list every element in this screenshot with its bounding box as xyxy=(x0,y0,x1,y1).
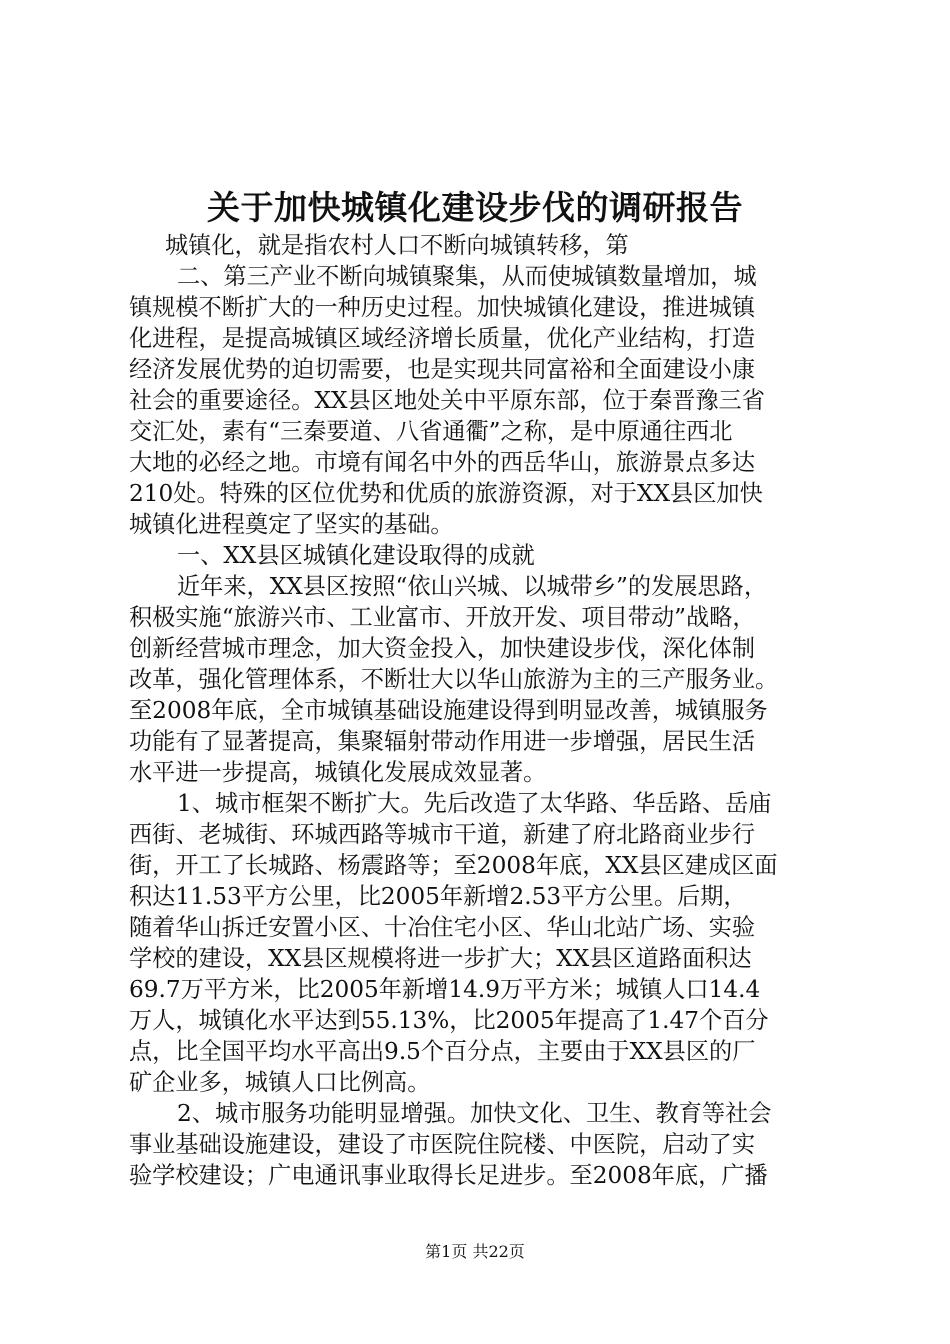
paragraph-line: 交汇处，素有“三秦要道、八省通衢”之称，是中原通往西北 xyxy=(129,418,733,445)
paragraph-line: 社会的重要途径。XX县区地处关中平原东部，位于秦晋豫三省 xyxy=(129,387,765,414)
paragraph-line: 近年来，XX县区按照“依山兴城、以城带乡”的发展思路， xyxy=(177,573,768,600)
paragraph-line: 点，比全国平均水平高出9.5个百分点，主要由于XX县区的厂 xyxy=(129,1038,756,1065)
paragraph-line: 69.7万平方米，比2005年新增14.9万平方米；城镇人口14.4 xyxy=(129,976,761,1003)
paragraph-line: 至2008年底，全市城镇基础设施建设得到明显改善，城镇服务 xyxy=(129,697,768,724)
paragraph-line: 城镇化进程奠定了坚实的基础。 xyxy=(129,511,454,538)
paragraph-line: 创新经营城市理念，加大资金投入，加快建设步伐，深化体制 xyxy=(129,635,756,662)
paragraph-line: 随着华山拆迁安置小区、十冶住宅小区、华山北站广场、实验 xyxy=(129,914,756,941)
page-footer: 第1页 共22页 xyxy=(425,1242,525,1261)
paragraph-line: 210处。特殊的区位优势和优质的旅游资源，对于XX县区加快 xyxy=(129,480,763,507)
paragraph-line: 事业基础设施建设，建设了市医院住院楼、中医院，启动了实 xyxy=(129,1131,756,1158)
paragraph-line: 城镇化，就是指农村人口不断向城镇转移，第 xyxy=(165,232,629,259)
paragraph-line: 二、第三产业不断向城镇聚集，从而使城镇数量增加，城 xyxy=(177,263,757,290)
paragraph-line: 2、城市服务功能明显增强。加快文化、卫生、教育等社会 xyxy=(177,1100,772,1127)
paragraph-line: 大地的必经之地。市境有闻名中外的西岳华山，旅游景点多达 xyxy=(129,449,756,476)
document-title: 关于加快城镇化建设步伐的调研报告 xyxy=(207,188,743,227)
paragraph-line: 积极实施“旅游兴市、工业富市、开放开发、项目带动”战略， xyxy=(129,604,756,631)
paragraph-line: 万人，城镇化水平达到55.13%，比2005年提高了1.47个百分 xyxy=(129,1007,769,1034)
paragraph-line: 镇规模不断扩大的一种历史过程。加快城镇化建设，推进城镇 xyxy=(129,294,756,321)
paragraph-line: 西街、老城街、环城西路等城市干道，新建了府北路商业步行 xyxy=(129,821,756,848)
paragraph-line: 积达11.53平方公里，比2005年新增2.53平方公里。后期， xyxy=(129,883,747,910)
paragraph-line: 改革，强化管理体系，不断壮大以华山旅游为主的三产服务业。 xyxy=(129,666,779,693)
section-heading: 一、XX县区城镇化建设取得的成就 xyxy=(177,542,535,569)
paragraph-line: 化进程，是提高城镇区域经济增长质量，优化产业结构，打造 xyxy=(129,325,756,352)
paragraph-line: 经济发展优势的迫切需要，也是实现共同富裕和全面建设小康 xyxy=(129,356,756,383)
paragraph-line: 学校的建设，XX县区规模将进一步扩大；XX县区道路面积达 xyxy=(129,945,752,972)
paragraph-line: 矿企业多，城镇人口比例高。 xyxy=(129,1069,431,1096)
document-body xyxy=(129,230,849,1191)
paragraph-line: 水平进一步提高，城镇化发展成效显著。 xyxy=(129,759,547,786)
paragraph-line: 功能有了显著提高，集聚辐射带动作用进一步增强，居民生活 xyxy=(129,728,756,755)
paragraph-line: 街，开工了长城路、杨震路等；至2008年底，XX县区建成区面 xyxy=(129,852,778,879)
paragraph-line: 1、城市框架不断扩大。先后改造了太华路、华岳路、岳庙 xyxy=(177,790,772,817)
paragraph-line: 验学校建设；广电通讯事业取得长足进步。至2008年底，广播 xyxy=(129,1162,768,1189)
